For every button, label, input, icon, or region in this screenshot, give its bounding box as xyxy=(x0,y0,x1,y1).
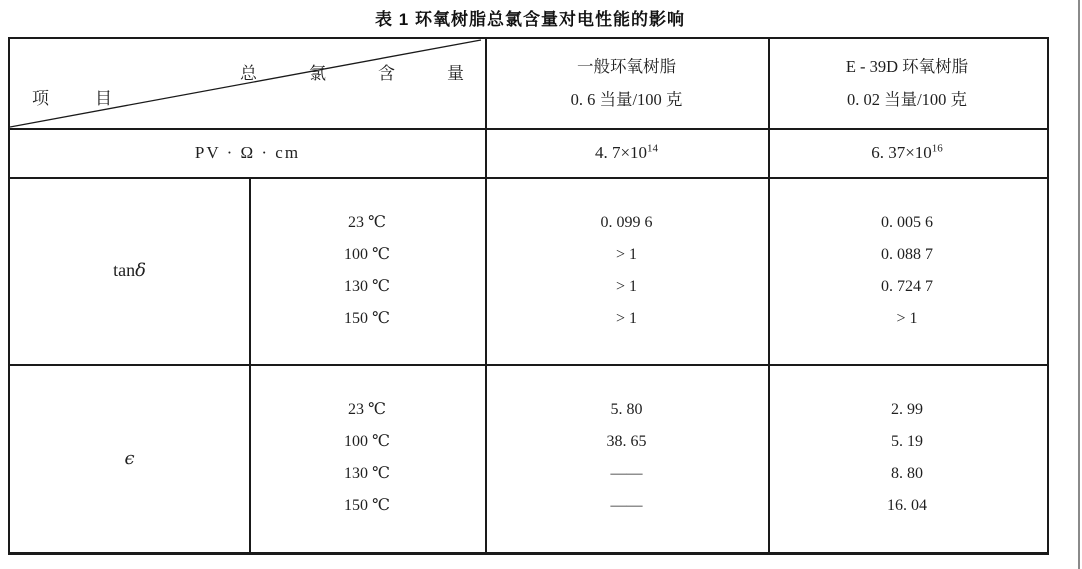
value-cell: 0. 099 6 xyxy=(600,213,653,231)
value-cell: > 1 xyxy=(615,309,638,327)
pv-value: 4. $7\times 10^{14}$ xyxy=(594,141,659,162)
exponent: 16 xyxy=(931,141,943,154)
pv-value-general xyxy=(485,128,768,177)
column-header-e39d-epoxy xyxy=(768,39,1046,128)
temperature-column xyxy=(249,364,485,552)
pv-value: 6. $37\times 10^{16}$ xyxy=(871,141,943,162)
page-edge-line xyxy=(1078,0,1080,569)
temp-row: 130 ℃ xyxy=(344,465,390,482)
column-header-line1: 一般环氧树脂 xyxy=(577,57,676,76)
pv-row-label: PV · Ω · cm xyxy=(194,142,301,162)
temp-row: 23 ℃ xyxy=(348,213,386,231)
value-cell: > 1 xyxy=(615,245,638,263)
epsilon-values-e39d xyxy=(768,364,1046,552)
value-cell: 2. 99 xyxy=(891,401,923,418)
temp-row: 150 ℃ xyxy=(344,309,390,327)
value-cell: 38. 65 xyxy=(606,433,647,450)
value-cell: 5. 80 xyxy=(610,401,643,418)
value-cell: —— xyxy=(610,497,643,514)
value-cell: > 1 xyxy=(615,277,638,295)
temp-row: 150 ℃ xyxy=(344,497,390,514)
corner-header-item: 项目 xyxy=(32,89,158,108)
value-cell: 0. 724 7 xyxy=(881,277,933,295)
pv-value-e39d xyxy=(768,128,1046,177)
table-title: 表 1 环氧树脂总氯含量对电性能的影响 xyxy=(375,10,685,29)
value-cell: 16. 04 xyxy=(887,497,927,514)
value-cell: 0. 088 7 xyxy=(881,245,933,263)
value-cell: 5. 19 xyxy=(891,433,923,450)
value-cell: 0. 005 6 xyxy=(881,213,933,231)
column-header-line2: 0. 02 当量/100 克 xyxy=(846,90,968,109)
param-label-epsilon xyxy=(10,364,249,552)
temperature-column xyxy=(249,177,485,364)
temp-row: 130 ℃ xyxy=(344,277,390,295)
value-cell: > 1 xyxy=(896,309,918,327)
temp-row: 23 ℃ xyxy=(348,401,386,418)
column-header-line2: 0. 6 当量/100 克 xyxy=(570,90,683,109)
corner-header-total-chlorine: 总氯含量 xyxy=(240,64,516,83)
value-cell: 8. 80 xyxy=(891,465,923,482)
param-text: ϵ xyxy=(124,447,135,469)
tan-delta-values-general xyxy=(485,177,768,364)
temp-row: 100 ℃ xyxy=(344,245,390,263)
tan-delta-values-e39d xyxy=(768,177,1046,364)
epsilon-values-general xyxy=(485,364,768,552)
column-header-line1: E - 39D 环氧树脂 xyxy=(845,57,969,76)
column-header-general-epoxy xyxy=(485,39,768,128)
value-cell: —— xyxy=(610,465,643,482)
param-label-tan-delta xyxy=(10,177,249,364)
temp-row: 100 ℃ xyxy=(344,433,390,450)
param-text: tanδ xyxy=(113,260,146,281)
exponent: 14 xyxy=(647,141,659,154)
data-table xyxy=(8,37,1049,555)
